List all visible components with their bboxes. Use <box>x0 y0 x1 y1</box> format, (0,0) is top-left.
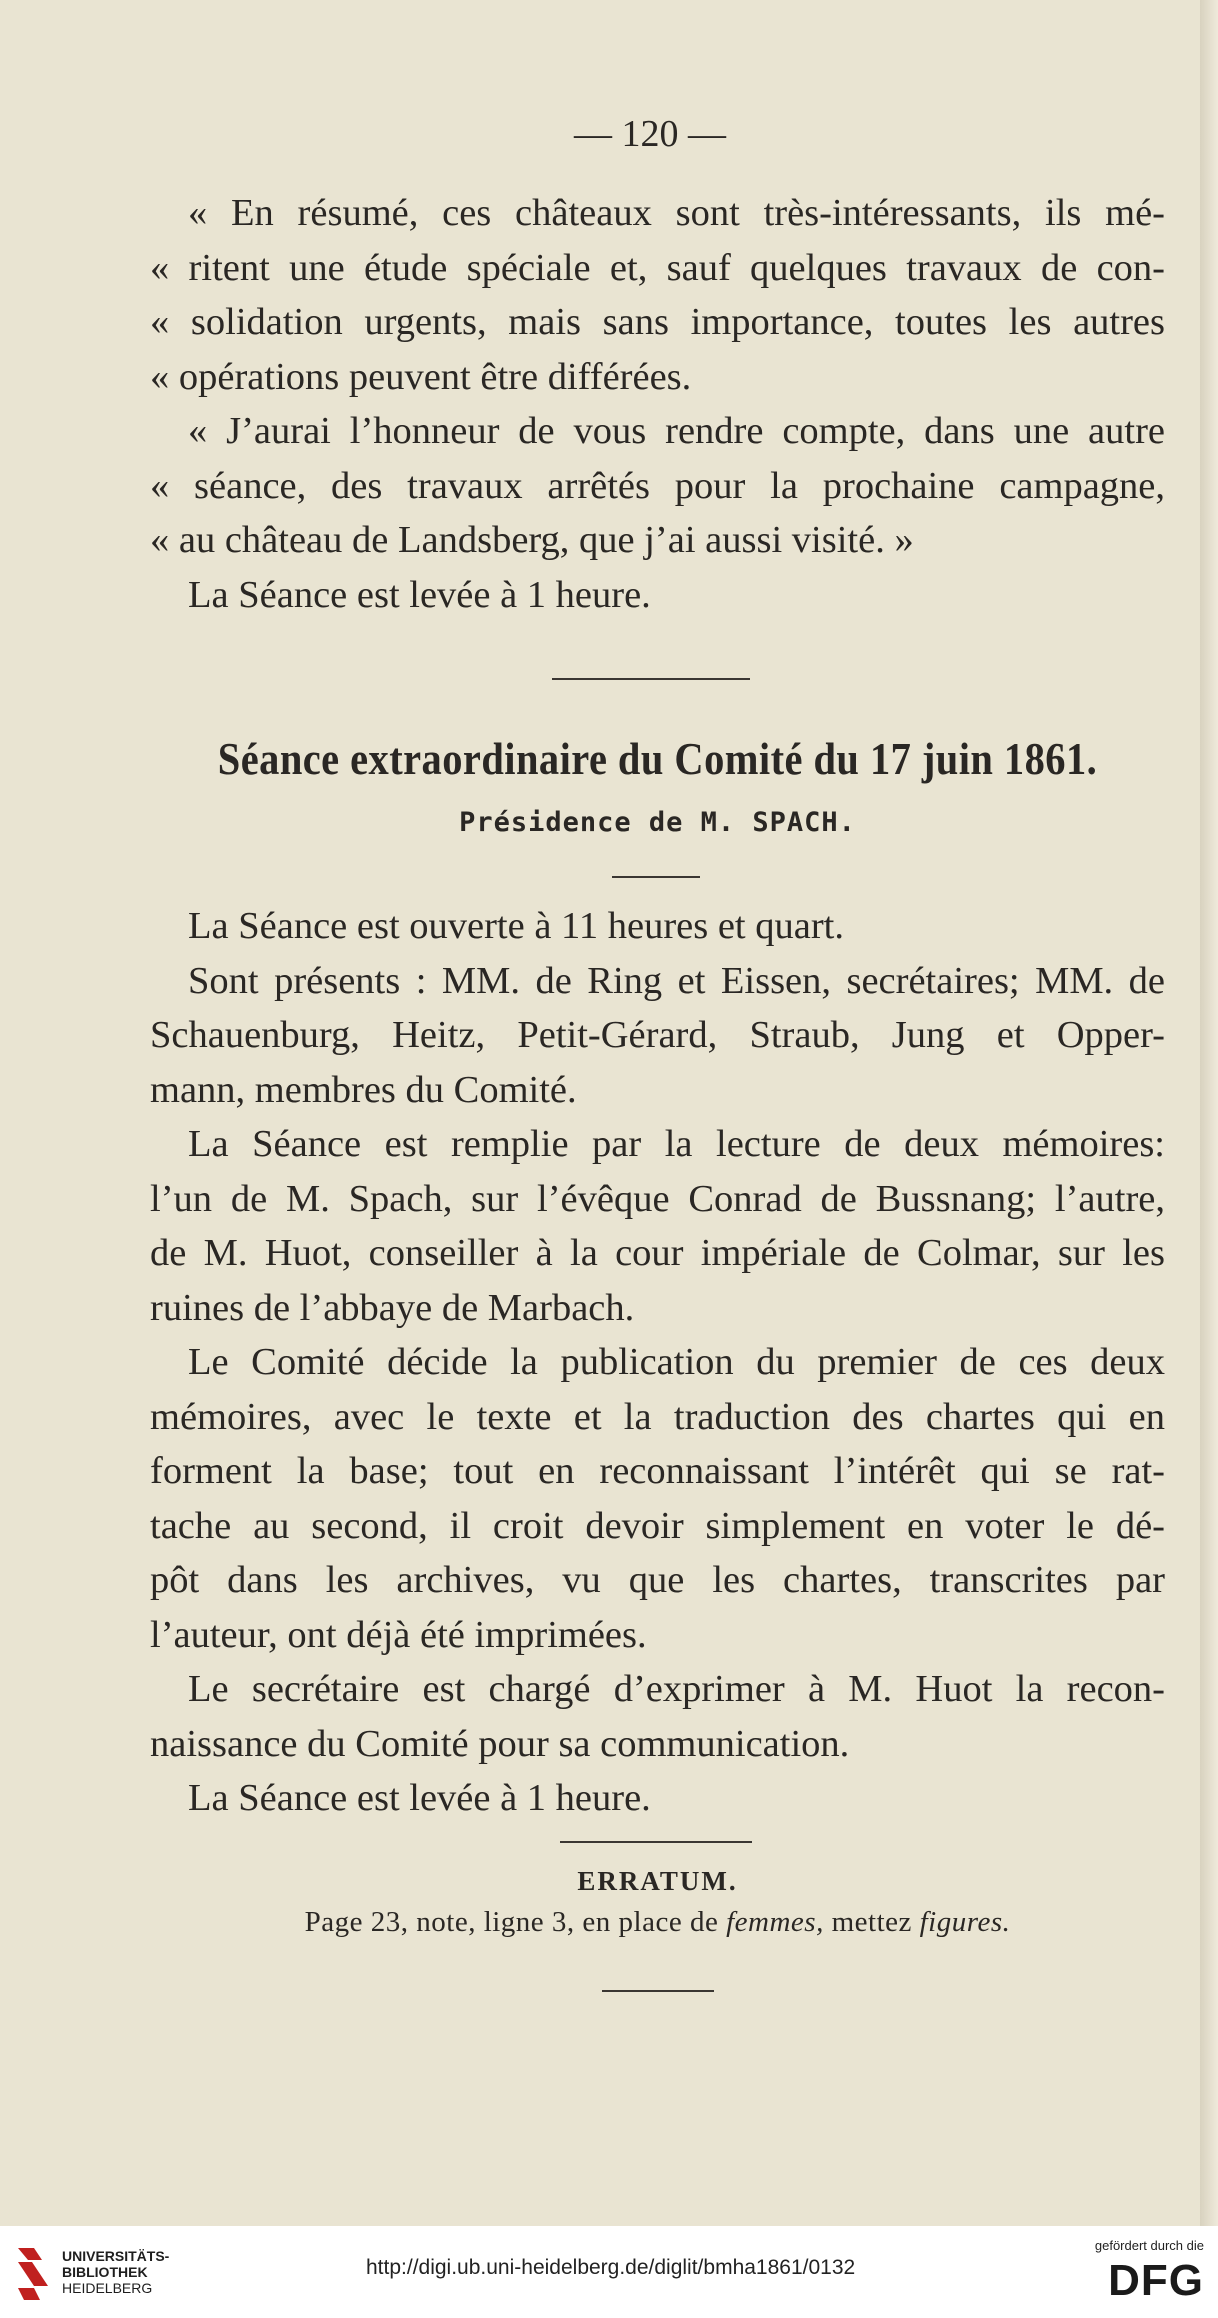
text-line: La Séance est remplie par la lecture de deux mémoires: <box>188 1123 1165 1165</box>
text-line: « ritent une étude spéciale et, sauf quelques travaux de con- <box>150 246 1165 289</box>
text-line: forment la base; tout en reconnaissant l’intérêt qui se rat- <box>150 1450 1165 1492</box>
paragraph <box>150 1117 1165 1335</box>
dfg-logo: DFG <box>1108 2256 1204 2305</box>
text-line: La Séance est ouverte à 11 heures et quart. <box>188 905 844 947</box>
text-line: pôt dans les archives, vu que les chartes, transcrites par <box>150 1559 1165 1601</box>
funded-by-label: gefördert durch die <box>1094 2238 1204 2253</box>
paragraph <box>150 1335 1165 1662</box>
text-line: La Séance est levée à 1 heure. <box>188 573 651 616</box>
footer-bar <box>0 2226 1218 2318</box>
library-line-3: HEIDELBERG <box>62 2280 153 2296</box>
text-line: Le Comité décide la publication du premier de ces deux <box>188 1341 1165 1383</box>
paragraph <box>150 1662 1165 1771</box>
page-edge <box>1200 0 1218 2226</box>
text-line: mémoires, avec le texte et la traduction des chartes qui en <box>150 1395 1165 1438</box>
separator-rule-short <box>612 876 700 878</box>
paragraph <box>150 404 1165 568</box>
paragraph <box>150 568 1165 623</box>
text-line: La Séance est levée à 1 heure. <box>188 1777 651 1819</box>
erratum-heading: ERRATUM. <box>577 1866 738 1896</box>
erratum-wrong-word: femmes, <box>726 1906 824 1938</box>
text-line: Le secrétaire est chargé d’exprimer à M. Huot la recon- <box>188 1668 1165 1710</box>
text-line: tache au second, il croit devoir simplement en voter le dé- <box>150 1504 1165 1547</box>
page-number: — 120 — <box>574 113 726 155</box>
erratum-before: Page 23, note, ligne 3, en place de <box>304 1906 727 1938</box>
library-line-2: BIBLIOTHEK <box>62 2264 148 2280</box>
text-line: « opérations peuvent être différées. <box>150 355 692 398</box>
end-rule <box>602 1990 714 1992</box>
presidence-line: Présidence de M. SPACH. <box>459 807 856 838</box>
permalink-url[interactable]: http://digi.ub.uni-heidelberg.de/diglit/bmha1861/0132 <box>366 2256 856 2279</box>
erratum-text <box>150 1906 1165 1939</box>
text-line: « En résumé, ces châteaux sont très-intéressants, ils mé- <box>188 192 1165 234</box>
paragraph <box>150 954 1165 1118</box>
text-line: « solidation urgents, mais sans importance, toutes les autres <box>150 301 1165 343</box>
text-line: Schauenburg, Heitz, Petit-Gérard, Straub, Jung et Opper- <box>150 1014 1165 1056</box>
paragraph <box>150 899 1165 954</box>
text-line: Sont présents : MM. de Ring et Eissen, secrétaires; MM. de <box>188 959 1165 1002</box>
text-line: de M. Huot, conseiller à la cour impériale de Colmar, sur les <box>150 1232 1165 1274</box>
erratum-middle: mettez <box>823 1906 920 1938</box>
paragraph <box>150 1771 1165 1826</box>
erratum-correct-word: figures. <box>919 1906 1011 1938</box>
text-line: « au château de Landsberg, que j’ai aussi visité. » <box>150 519 914 561</box>
text-line: mann, membres du Comité. <box>150 1068 577 1111</box>
library-line-1: UNIVERSITÄTS- <box>62 2248 170 2264</box>
text-line: l’auteur, ont déjà été imprimées. <box>150 1613 647 1656</box>
section-title: Séance extraordinaire du Comité du 17 juin 1861. <box>217 733 1098 784</box>
text-line: l’un de M. Spach, sur l’évêque Conrad de Bussnang; l’autre, <box>150 1177 1165 1220</box>
separator-rule <box>560 1841 752 1843</box>
separator-rule <box>552 678 750 680</box>
text-line: « J’aurai l’honneur de vous rendre compte, dans une autre <box>188 410 1165 452</box>
university-library-logo-icon <box>14 2244 54 2304</box>
text-line: naissance du Comité pour sa communication. <box>150 1722 850 1765</box>
intro-text <box>150 186 1165 622</box>
paragraph <box>150 186 1165 404</box>
body-text <box>150 899 1165 1826</box>
text-line: ruines de l’abbaye de Marbach. <box>150 1286 635 1329</box>
text-line: « séance, des travaux arrêtés pour la prochaine campagne, <box>150 464 1165 507</box>
library-name <box>62 2248 169 2296</box>
